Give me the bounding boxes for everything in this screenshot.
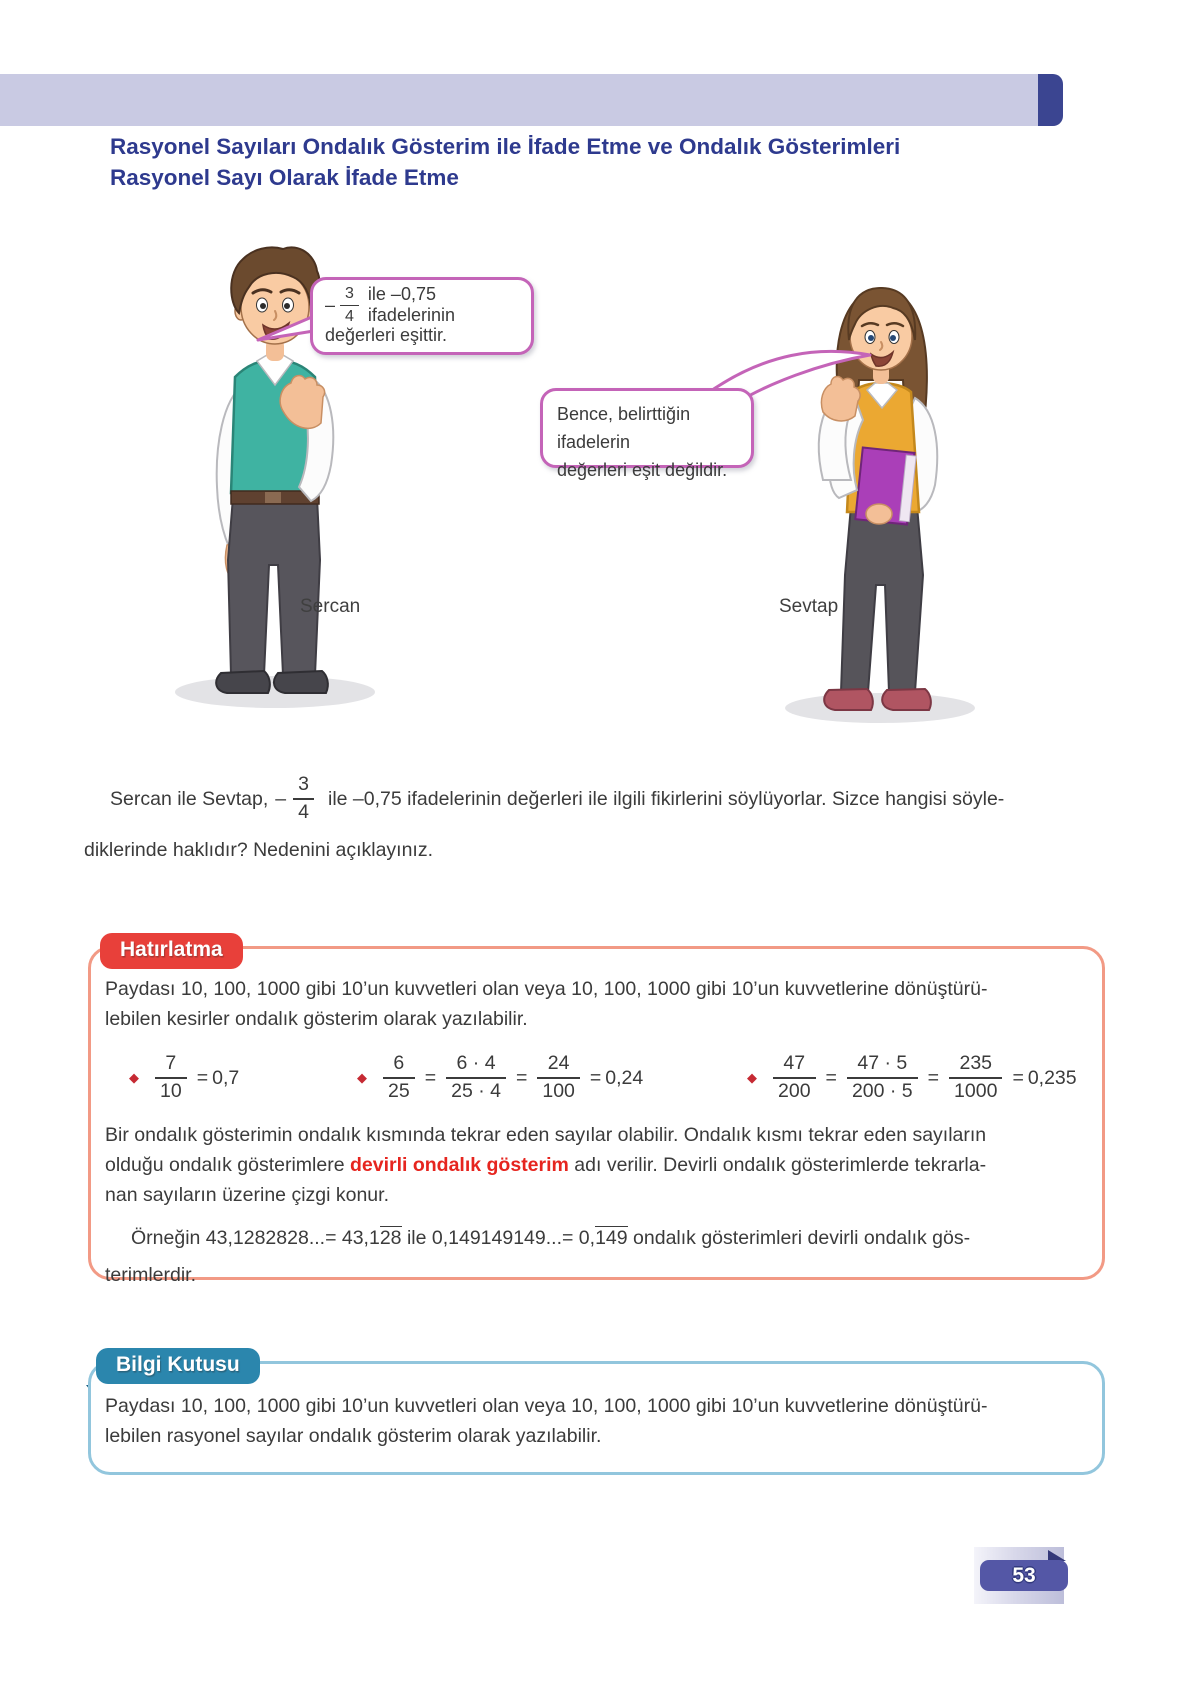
equals-sign: =: [589, 1066, 602, 1089]
reminder-text: nan sayıların üzerine çizgi konur.: [105, 1184, 389, 1206]
minus-sign: –: [275, 787, 287, 810]
example-text: ondalık gösterimleri devirli ondalık gös-: [627, 1227, 971, 1249]
question-text: ile –0,75 ifadelerinin değerleri ile ilgili fikirlerini söylüyorlar. Sizce hangisi söyle-: [327, 787, 1005, 810]
fraction-numerator: 47: [773, 1053, 816, 1079]
fraction-denominator: 25: [388, 1080, 410, 1102]
fraction-numerator: 6 · 4: [446, 1053, 506, 1079]
fraction-numerator: 7: [155, 1053, 187, 1079]
fraction: [383, 1053, 415, 1103]
reminder-box-body: [88, 946, 1105, 1286]
example-text: Örneğin 43,1282828...= 43,1: [131, 1227, 380, 1249]
info-tab: Bilgi Kutusu: [96, 1348, 260, 1384]
speech-bubble-sevtap: [540, 388, 754, 480]
minus-sign: –: [325, 294, 336, 315]
bubble-text: değerleri eşittir.: [325, 325, 448, 345]
info-box: [88, 1348, 1105, 1475]
fraction: [537, 1053, 580, 1103]
page-number: 53: [1012, 1563, 1036, 1587]
fraction-numerator: 3: [340, 285, 359, 306]
equals-sign: =: [424, 1066, 437, 1089]
reminder-text: olduğu ondalık gösterimlere: [105, 1154, 350, 1176]
fraction-denominator: 25 · 4: [451, 1080, 501, 1102]
question-paragraph: [84, 765, 1100, 862]
girl-illustration: [775, 240, 990, 730]
overline-digits: 28: [379, 1227, 402, 1249]
header-bar-cap: [1038, 74, 1063, 126]
fraction-denominator: 200 · 5: [851, 1080, 913, 1102]
info-text: lebilen rasyonel sayılar ondalık gösterim olarak yazılabilir.: [105, 1425, 602, 1447]
fraction-denominator: 4: [298, 801, 309, 823]
fraction-denominator: 4: [345, 307, 354, 325]
diamond-bullet-icon: ◆: [357, 1070, 367, 1085]
page-title: [110, 131, 900, 193]
example-text: terimlerdir.: [105, 1264, 197, 1286]
equals-sign: =: [1012, 1066, 1024, 1089]
bubble-text: ile –0,75 ifadelerinin: [367, 284, 455, 325]
fraction: [155, 1053, 187, 1103]
repeating-decimal-paragraph: [105, 1120, 1088, 1210]
reminder-text: Bir ondalık gösterimin ondalık kısmında tekrar eden sayılar olabilir. Ondalık kısmı tekrar eden sayıların: [105, 1124, 987, 1146]
bubble-text: değerleri eşit değildir.: [557, 460, 728, 480]
decimal-result: 0,7: [212, 1066, 240, 1089]
dialogue-scene: [0, 210, 1181, 750]
title-line1: Rasyonel Sayıları Ondalık Gösterim ile İfade Etme ve Ondalık Gösterimleri: [110, 134, 901, 159]
bubble-text: Bence, belirttiğin ifadelerin: [557, 404, 691, 452]
reminder-tab: Hatırlatma: [100, 933, 243, 969]
equals-sign: =: [927, 1066, 940, 1089]
fraction: [340, 285, 359, 326]
reminder-text: Paydası 10, 100, 1000 gibi 10’un kuvvetleri olan veya 10, 100, 1000 gibi 10’un kuvvetlerine dönüştürü-: [105, 978, 988, 1000]
character-label-sevtap: Sevtap: [779, 596, 839, 617]
character-label-sercan: Sercan: [300, 596, 361, 617]
decimal-result: 0,235: [1027, 1066, 1077, 1089]
repeating-decimal-example: [105, 1220, 1088, 1294]
fraction: [446, 1053, 506, 1103]
diamond-bullet-icon: ◆: [747, 1070, 757, 1085]
page-number-badge: [980, 1560, 1068, 1591]
overline-digits: 149: [595, 1227, 628, 1249]
fraction-numerator: 235: [949, 1053, 1002, 1079]
fraction-denominator: 200: [778, 1080, 811, 1102]
reminder-text: adı verilir. Devirli ondalık gösterimlerde tekrarla-: [568, 1154, 987, 1176]
reminder-box: [88, 933, 1105, 1286]
fraction-examples-row: [105, 1046, 1088, 1110]
fraction-numerator: 3: [293, 774, 314, 800]
example-text: ile 0,149149149...= 0,: [401, 1227, 596, 1249]
title-line2: Rasyonel Sayı Olarak İfade Etme: [110, 165, 459, 190]
fraction: [847, 1053, 918, 1103]
fraction: [949, 1053, 1002, 1103]
info-text: Paydası 10, 100, 1000 gibi 10’un kuvvetleri olan veya 10, 100, 1000 gibi 10’un kuvvetlerine dönüştürü-: [105, 1395, 988, 1417]
fraction-numerator: 47 · 5: [847, 1053, 918, 1079]
equals-sign: =: [196, 1066, 209, 1089]
fraction-numerator: 24: [537, 1053, 580, 1079]
fraction: [293, 774, 314, 824]
equals-sign: =: [825, 1066, 837, 1089]
decimal-result: 0,24: [605, 1066, 644, 1089]
highlighted-term: devirli ondalık gösterim: [349, 1154, 569, 1176]
example-2: [357, 1046, 643, 1110]
question-text: Sercan ile Sevtap,: [110, 787, 269, 810]
question-text: diklerinde haklıdır? Nedenini açıklayınız.: [84, 839, 434, 861]
fraction-denominator: 1000: [954, 1080, 998, 1102]
reminder-text: lebilen kesirler ondalık gösterim olarak yazılabilir.: [105, 1008, 528, 1030]
fraction-numerator: 6: [383, 1053, 415, 1079]
example-3: [747, 1046, 1077, 1110]
equals-sign: =: [515, 1066, 528, 1089]
fraction: [773, 1053, 816, 1103]
fraction-denominator: 100: [542, 1080, 575, 1102]
speech-bubble-sercan: [310, 277, 534, 355]
example-1: [129, 1046, 239, 1110]
diamond-bullet-icon: ◆: [129, 1070, 139, 1085]
fraction-denominator: 10: [160, 1080, 182, 1102]
header-bar: [0, 74, 1041, 126]
